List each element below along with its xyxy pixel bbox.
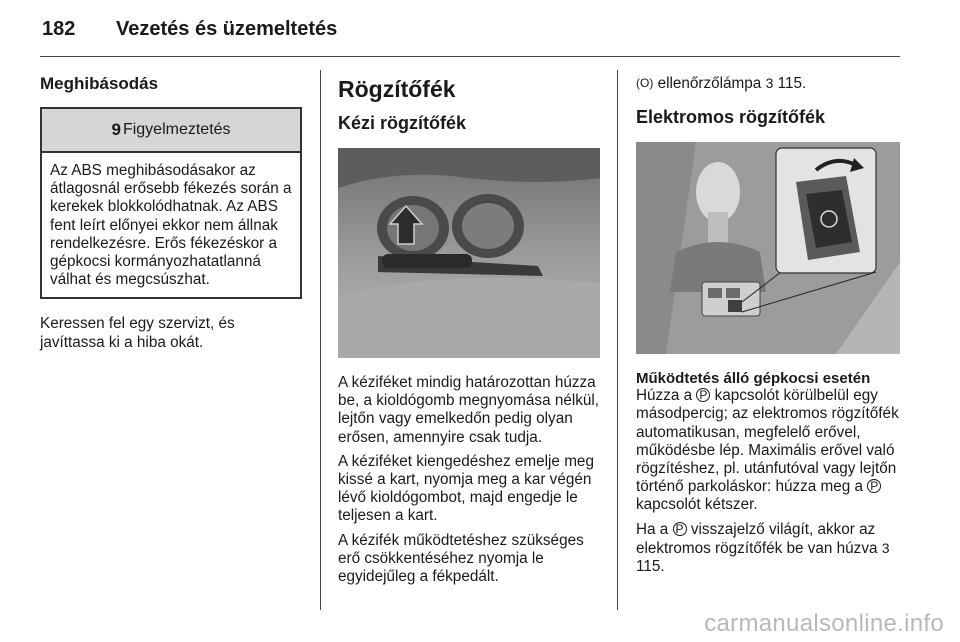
electric-brake-paragraph-1 (636, 387, 900, 514)
service-paragraph: Keressen fel egy szervizt, és javíttassa ki a hiba okát. (40, 315, 235, 351)
electric-brake-illustration (636, 142, 900, 354)
warning-label: Figyelmeztetés (122, 121, 231, 138)
page-ref-arrow-icon: 3 (881, 539, 890, 556)
electric-brake-heading: Elektromos rögzítőfék (636, 107, 826, 128)
handbrake-illustration (338, 148, 600, 358)
section-title-malfunction: Meghibásodás (40, 74, 159, 93)
warning-text: Az ABS meghibásodásakor az átlagosnál erősebb fékezés során a kerekek blokkolódhatnak. Az ABS fent leírt előnyei ekkor nem állnak rendelkezésre. Erős fékezéskor a gépkocsi kormányozhatatlanná válhat és megcsúszhat. (50, 162, 292, 289)
column-3 (636, 74, 900, 582)
p1-text-a: Húzza a (636, 387, 693, 405)
page-header (42, 18, 337, 41)
lamp-reference (636, 74, 900, 93)
parking-indicator-icon: P (673, 522, 687, 536)
p1-text-b: kapcsolót körülbelül egy másodpercig; az elektromos rögzítőfék automatikusan, megfelelő erővel, működésbe lép. Maximális erővel való rögzítéshez, pl. utánfutóval vagy lejtőn történő parkoláskor: húzza meg a (636, 387, 899, 496)
parking-switch-symbol-icon: P (696, 388, 710, 402)
lamp-text: ellenőrzőlámpa (657, 75, 762, 92)
manual-brake-paragraph-3: A kézifék működtetéshez szükséges erő csökkentéséhez nyomja le egyidejűleg a fékpedált. (338, 531, 584, 586)
column-divider-1 (320, 70, 321, 610)
warning-triangle-icon: 9 (111, 120, 121, 139)
stationary-operation-subheading: Működtetés álló gépkocsi esetén (636, 370, 871, 388)
manual-brake-paragraph-2: A kéziféket kiengedéshez emelje meg kissé a kart, nyomja meg a kar végén lévő kioldógombot, majd engedje le teljesen a kart. (338, 452, 594, 525)
p2-text-b: visszajelző világít, akkor az elektromos rögzítőfék be van húzva (636, 520, 878, 557)
warning-body (42, 153, 300, 297)
electric-brake-paragraph-2 (636, 521, 900, 577)
header-rule (40, 56, 900, 57)
column-2 (338, 74, 600, 592)
lamp-ref-page: 115. (777, 75, 807, 92)
parking-brake-heading: Rögzítőfék (338, 76, 456, 102)
warning-header (42, 109, 300, 153)
brake-lamp-icon: (O) (636, 76, 654, 90)
page-number: 182 (42, 18, 76, 40)
site-watermark: carmanualsonline.info (704, 610, 944, 637)
manual-brake-paragraph-1: A kéziféket mindig határozottan húzza be, a kioldógomb megnyomása nélkül, lejtőn vagy emelkedőn pedig olyan erősen, amennyire csak tudja. (338, 374, 600, 446)
p1-text-c: kapcsolót kétszer. (636, 496, 758, 514)
column-1 (40, 74, 302, 358)
chapter-title: Vezetés és üzemeltetés (116, 18, 338, 40)
warning-box (40, 107, 302, 299)
page-ref-arrow-icon: 3 (765, 75, 774, 91)
manual-brake-subheading: Kézi rögzítőfék (338, 113, 467, 133)
column-divider-2 (617, 70, 618, 610)
p2-text-a: Ha a (636, 520, 669, 538)
p2-ref-page: 115. (636, 558, 665, 576)
parking-switch-symbol-icon: P (867, 479, 881, 493)
